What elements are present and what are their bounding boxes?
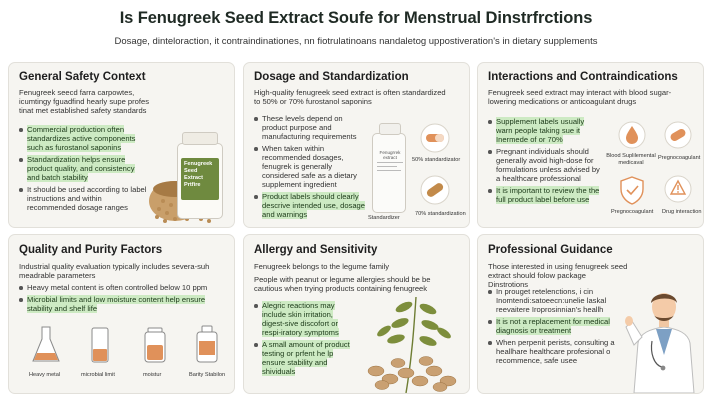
bottle-cap: [182, 132, 218, 145]
card-title: General Safety Context: [19, 71, 146, 83]
list-item: Microbial limits and low moisture content help ensure stability and shelf life: [19, 295, 229, 313]
test-caption: microbial limit: [81, 372, 115, 378]
card-intro: Industrial quality evaluation typically includes severa-suh meadrable parameters: [19, 262, 210, 280]
list-item: Standardization helps ensure product quality, and consistency and batch stability: [19, 155, 147, 182]
page-subtitle: Dosage, dinteloraction, it contraindinationes, nn fiotrulatinoans nandaletog uppostiveration's in dietary supplements: [114, 36, 598, 47]
blood-drop-icon: [618, 121, 646, 149]
list-item: A small amount of product testing or prfent he lp ensure stability and shividuals: [254, 340, 352, 376]
list-item: In prouget retelenctions, i cin Inomtendi:satoeecn:unelie laskal reevaitere Iroprosinnian's heallh: [488, 287, 628, 314]
capsule-70-icon: [420, 175, 450, 205]
bottle-icon: [195, 325, 219, 365]
card-intro-2: People with peanut or legume allergies should be be cautious when trying products containing fenugreek: [254, 275, 431, 293]
card-guidance: [477, 234, 704, 394]
list-item: It should be used according to label instructions and within recommended dosage ranges: [19, 185, 147, 212]
test-caption: Barity Stabilon: [189, 372, 226, 378]
list-item: These levels depend on product purpose and manufacturing requirements: [254, 114, 366, 141]
pill-icon: [664, 121, 692, 149]
list-item: It is not a replacement for medical diagnosis or treatment: [488, 317, 628, 335]
card-title: Quality and Purity Factors: [19, 244, 163, 256]
capsule-70-caption: 70% standardization: [415, 211, 466, 217]
test-caption: Heavy metal: [29, 372, 61, 378]
bottle-cap: [379, 123, 401, 135]
shield-icon: [618, 175, 646, 205]
drug-interaction-icon: [664, 175, 692, 203]
bullet-list: [488, 287, 628, 368]
extract-bottle: Fenugrrek extract: [372, 133, 406, 213]
test-caption: moistur: [143, 372, 162, 378]
card-quality: [8, 234, 235, 394]
bottle-label: Fenugreek Seed Extract Prtfire: [181, 158, 219, 200]
card-title: Professional Guidance: [488, 244, 613, 256]
card-interactions: [477, 62, 704, 228]
capsule-50-caption: 50% standardizator: [412, 157, 461, 163]
list-item: Alegric reactions may include skin irritation, digest-sive discofort or respi-iratory symptoms: [254, 301, 352, 337]
icon-caption: Pregnocoagulant: [611, 209, 654, 215]
page-title: Is Fenugreek Seed Extract Soufe for Menstrual Dinstrfrctions: [119, 9, 593, 27]
bullet-list: [254, 301, 352, 379]
card-dosage: [243, 62, 470, 228]
card-title: Interactions and Contraindications: [488, 71, 678, 83]
flask-icon: [31, 325, 61, 365]
card-intro: Fenugreek seed extract may interact with blood sugar-lowering medications or anticoagulant drugs: [488, 88, 672, 106]
test-tube-icon: [89, 327, 111, 365]
list-item: Pregnant individuals should generally avoid high-dose for formulations unless advised by a healthcare professional: [488, 147, 600, 183]
capsule-50-icon: [420, 123, 450, 153]
card-intro: High-quality fenugreek seed extract is often standardized to 50% or 70% furostanol saponins: [254, 88, 446, 106]
card-title: Dosage and Standardization: [254, 71, 409, 83]
list-item: When taken within recommended dosages, fenugrek is generally considered safe as a dietary supplement ingredient: [254, 144, 366, 189]
supplement-bottle: [177, 143, 223, 219]
bullet-list: [488, 117, 600, 207]
icon-caption: Pregnocoagulant: [658, 155, 701, 161]
card-title: Allergy and Sensitivity: [254, 244, 378, 256]
card-intro: Those interested in using fenugreek seed extract should folow package Dinstrotions: [488, 262, 628, 289]
list-item: Product labels should clearly descrive intended use, dosage and warnings: [254, 192, 366, 219]
bullet-list: [254, 114, 366, 222]
bullet-list: [19, 125, 147, 215]
card-intro: Fenugreek belongs to the legume family: [254, 262, 390, 271]
icon-caption: Blood Suplilemental medicaval: [606, 153, 656, 166]
bottle-caption: Standardizer: [368, 215, 400, 221]
card-intro: Fenugreek seecd farra carpowtes, icumtingy fguadfind hearly supe profes tinat met established safety standards: [19, 88, 150, 115]
list-item: Commercial production often standardizes active components such as furostanol saponins: [19, 125, 147, 152]
legume-plant-illustration: [356, 297, 466, 393]
bullet-list: [19, 283, 229, 316]
jar-icon: [143, 327, 167, 365]
icon-caption: Drug interaction: [662, 209, 702, 215]
list-item: It is important to review the the full product label before use: [488, 186, 600, 204]
list-item: Supplement labels usually warn people taking sue it Inermede of or 70%: [488, 117, 600, 144]
list-item: Heavy metal content is often controlled below 10 ppm: [19, 283, 229, 292]
doctor-illustration: [628, 281, 700, 393]
list-item: When perpenit perists, consulting a heallhare healthcare profesional o recommence, safe usee: [488, 338, 628, 365]
card-safety: [8, 62, 235, 228]
card-allergy: [243, 234, 470, 394]
